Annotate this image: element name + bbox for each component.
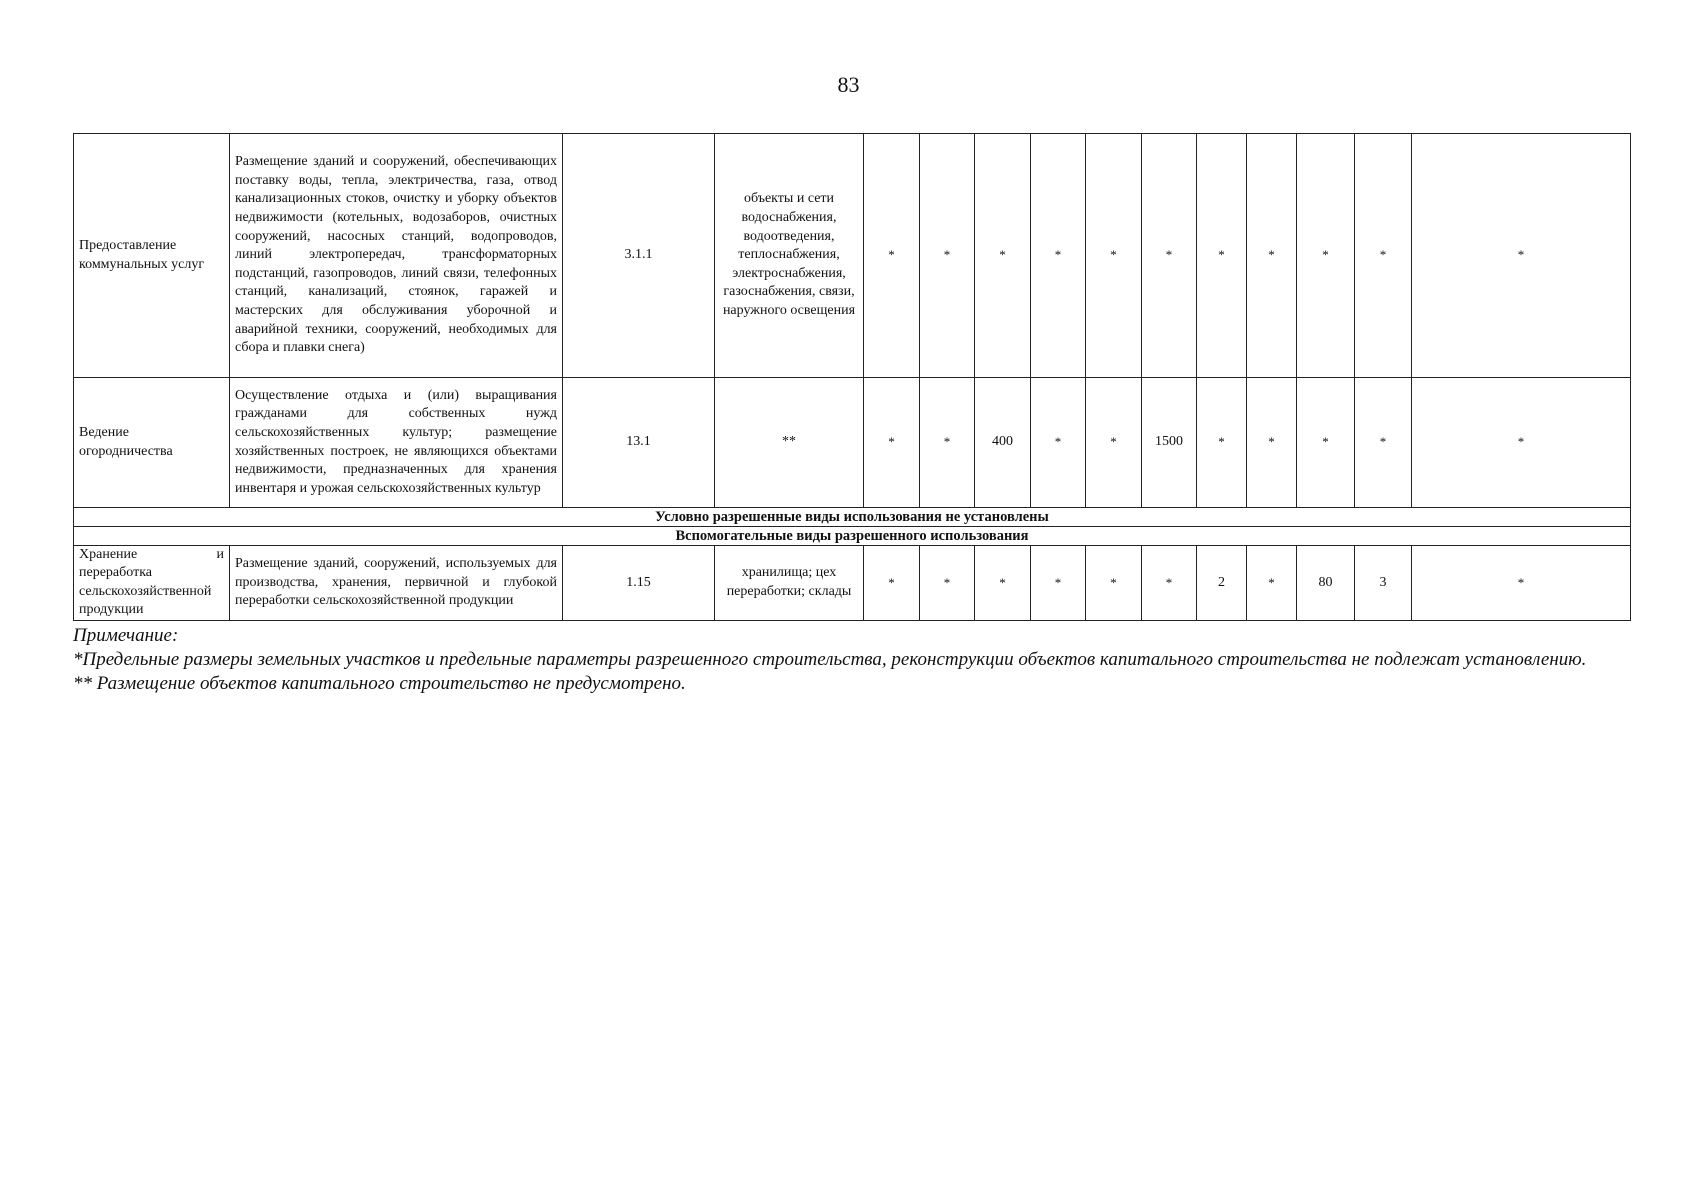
- param-cell: *: [1197, 134, 1247, 378]
- param-cell: *: [1412, 378, 1631, 508]
- section-row-auxiliary: [74, 527, 1631, 546]
- param-cell: *: [1031, 546, 1086, 621]
- param-cell: *: [975, 546, 1031, 621]
- table-row: [74, 546, 1631, 621]
- use-description: Осуществление отдыха и (или) выращивания гражданами для собственных нужд сельскохозяйственных культур; размещение хозяйственных построек, не являющихся объектами недвижимости, предназначенных для хранения инвентаря и урожая сельскохозяйственных культур: [230, 378, 563, 508]
- param-cell: 80: [1297, 546, 1355, 621]
- use-code: 1.15: [563, 546, 715, 621]
- table-row: [74, 378, 1631, 508]
- param-cell: *: [1355, 378, 1412, 508]
- permitted-objects: хранилища; цех переработки; склады: [715, 546, 864, 621]
- use-name: Предоставление коммунальных услуг: [74, 134, 230, 378]
- param-cell: *: [1197, 378, 1247, 508]
- param-cell: *: [864, 378, 920, 508]
- use-code: 3.1.1: [563, 134, 715, 378]
- use-name: Хранение и переработка сельскохозяйственной продукции: [74, 546, 230, 621]
- param-cell: *: [1142, 546, 1197, 621]
- use-code: 13.1: [563, 378, 715, 508]
- section-heading: Вспомогательные виды разрешенного использования: [74, 527, 1631, 546]
- page-number: 83: [837, 72, 860, 97]
- param-cell: *: [1031, 378, 1086, 508]
- param-cell: *: [920, 378, 975, 508]
- use-description: Размещение зданий, сооружений, используемых для производства, хранения, первичной и глубокой переработки сельскохозяйственной продукции: [230, 546, 563, 621]
- param-cell: *: [1031, 134, 1086, 378]
- param-cell: *: [1247, 546, 1297, 621]
- permitted-objects: **: [715, 378, 864, 508]
- param-cell: *: [1247, 134, 1297, 378]
- table-row: [74, 134, 1631, 378]
- permitted-objects: объекты и сети водоснабжения, водоотведения, теплоснабжения, электроснабжения, газоснабжения, связи, наружного освещения: [715, 134, 864, 378]
- param-cell: *: [1355, 134, 1412, 378]
- land-use-table: [73, 133, 1631, 621]
- param-cell: *: [1142, 134, 1197, 378]
- param-cell: *: [1086, 546, 1142, 621]
- param-cell: *: [864, 546, 920, 621]
- param-cell: *: [1297, 378, 1355, 508]
- use-description: Размещение зданий и сооружений, обеспечивающих поставку воды, тепла, электричества, газа, отвод канализационных стоков, очистку и уборку объектов недвижимости (котельных, водозаборов, очистных сооружений, насосных станций, водопроводов, линий электропередач, трансформаторных подстанций, газопроводов, линий связи, телефонных станций, канализаций, стоянок, гаражей и мастерских для обслуживания уборочной и аварийной техники, сооружений, необходимых для сбора и плавки снега): [230, 134, 563, 378]
- note-double-asterisk: ** Размещение объектов капитального строительство не предусмотрено.: [73, 673, 686, 694]
- param-cell: *: [920, 134, 975, 378]
- param-cell: *: [1297, 134, 1355, 378]
- param-cell: *: [864, 134, 920, 378]
- section-heading: Условно разрешенные виды использования не установлены: [74, 508, 1631, 527]
- param-cell: 3: [1355, 546, 1412, 621]
- param-cell: 400: [975, 378, 1031, 508]
- param-cell: 1500: [1142, 378, 1197, 508]
- param-cell: 2: [1197, 546, 1247, 621]
- param-cell: *: [975, 134, 1031, 378]
- param-cell: *: [1412, 134, 1631, 378]
- use-name: Ведение огородничества: [74, 378, 230, 508]
- footnote-block: [73, 624, 1633, 696]
- section-row-conditional: [74, 508, 1631, 527]
- param-cell: *: [1247, 378, 1297, 508]
- note-single-asterisk: *Предельные размеры земельных участков и предельные параметры разрешенного строительства, реконструкции объектов капитального строительства не подлежат установлению.: [73, 649, 1587, 670]
- param-cell: *: [1086, 134, 1142, 378]
- note-heading: Примечание:: [73, 625, 179, 646]
- param-cell: *: [920, 546, 975, 621]
- param-cell: *: [1086, 378, 1142, 508]
- param-cell: *: [1412, 546, 1631, 621]
